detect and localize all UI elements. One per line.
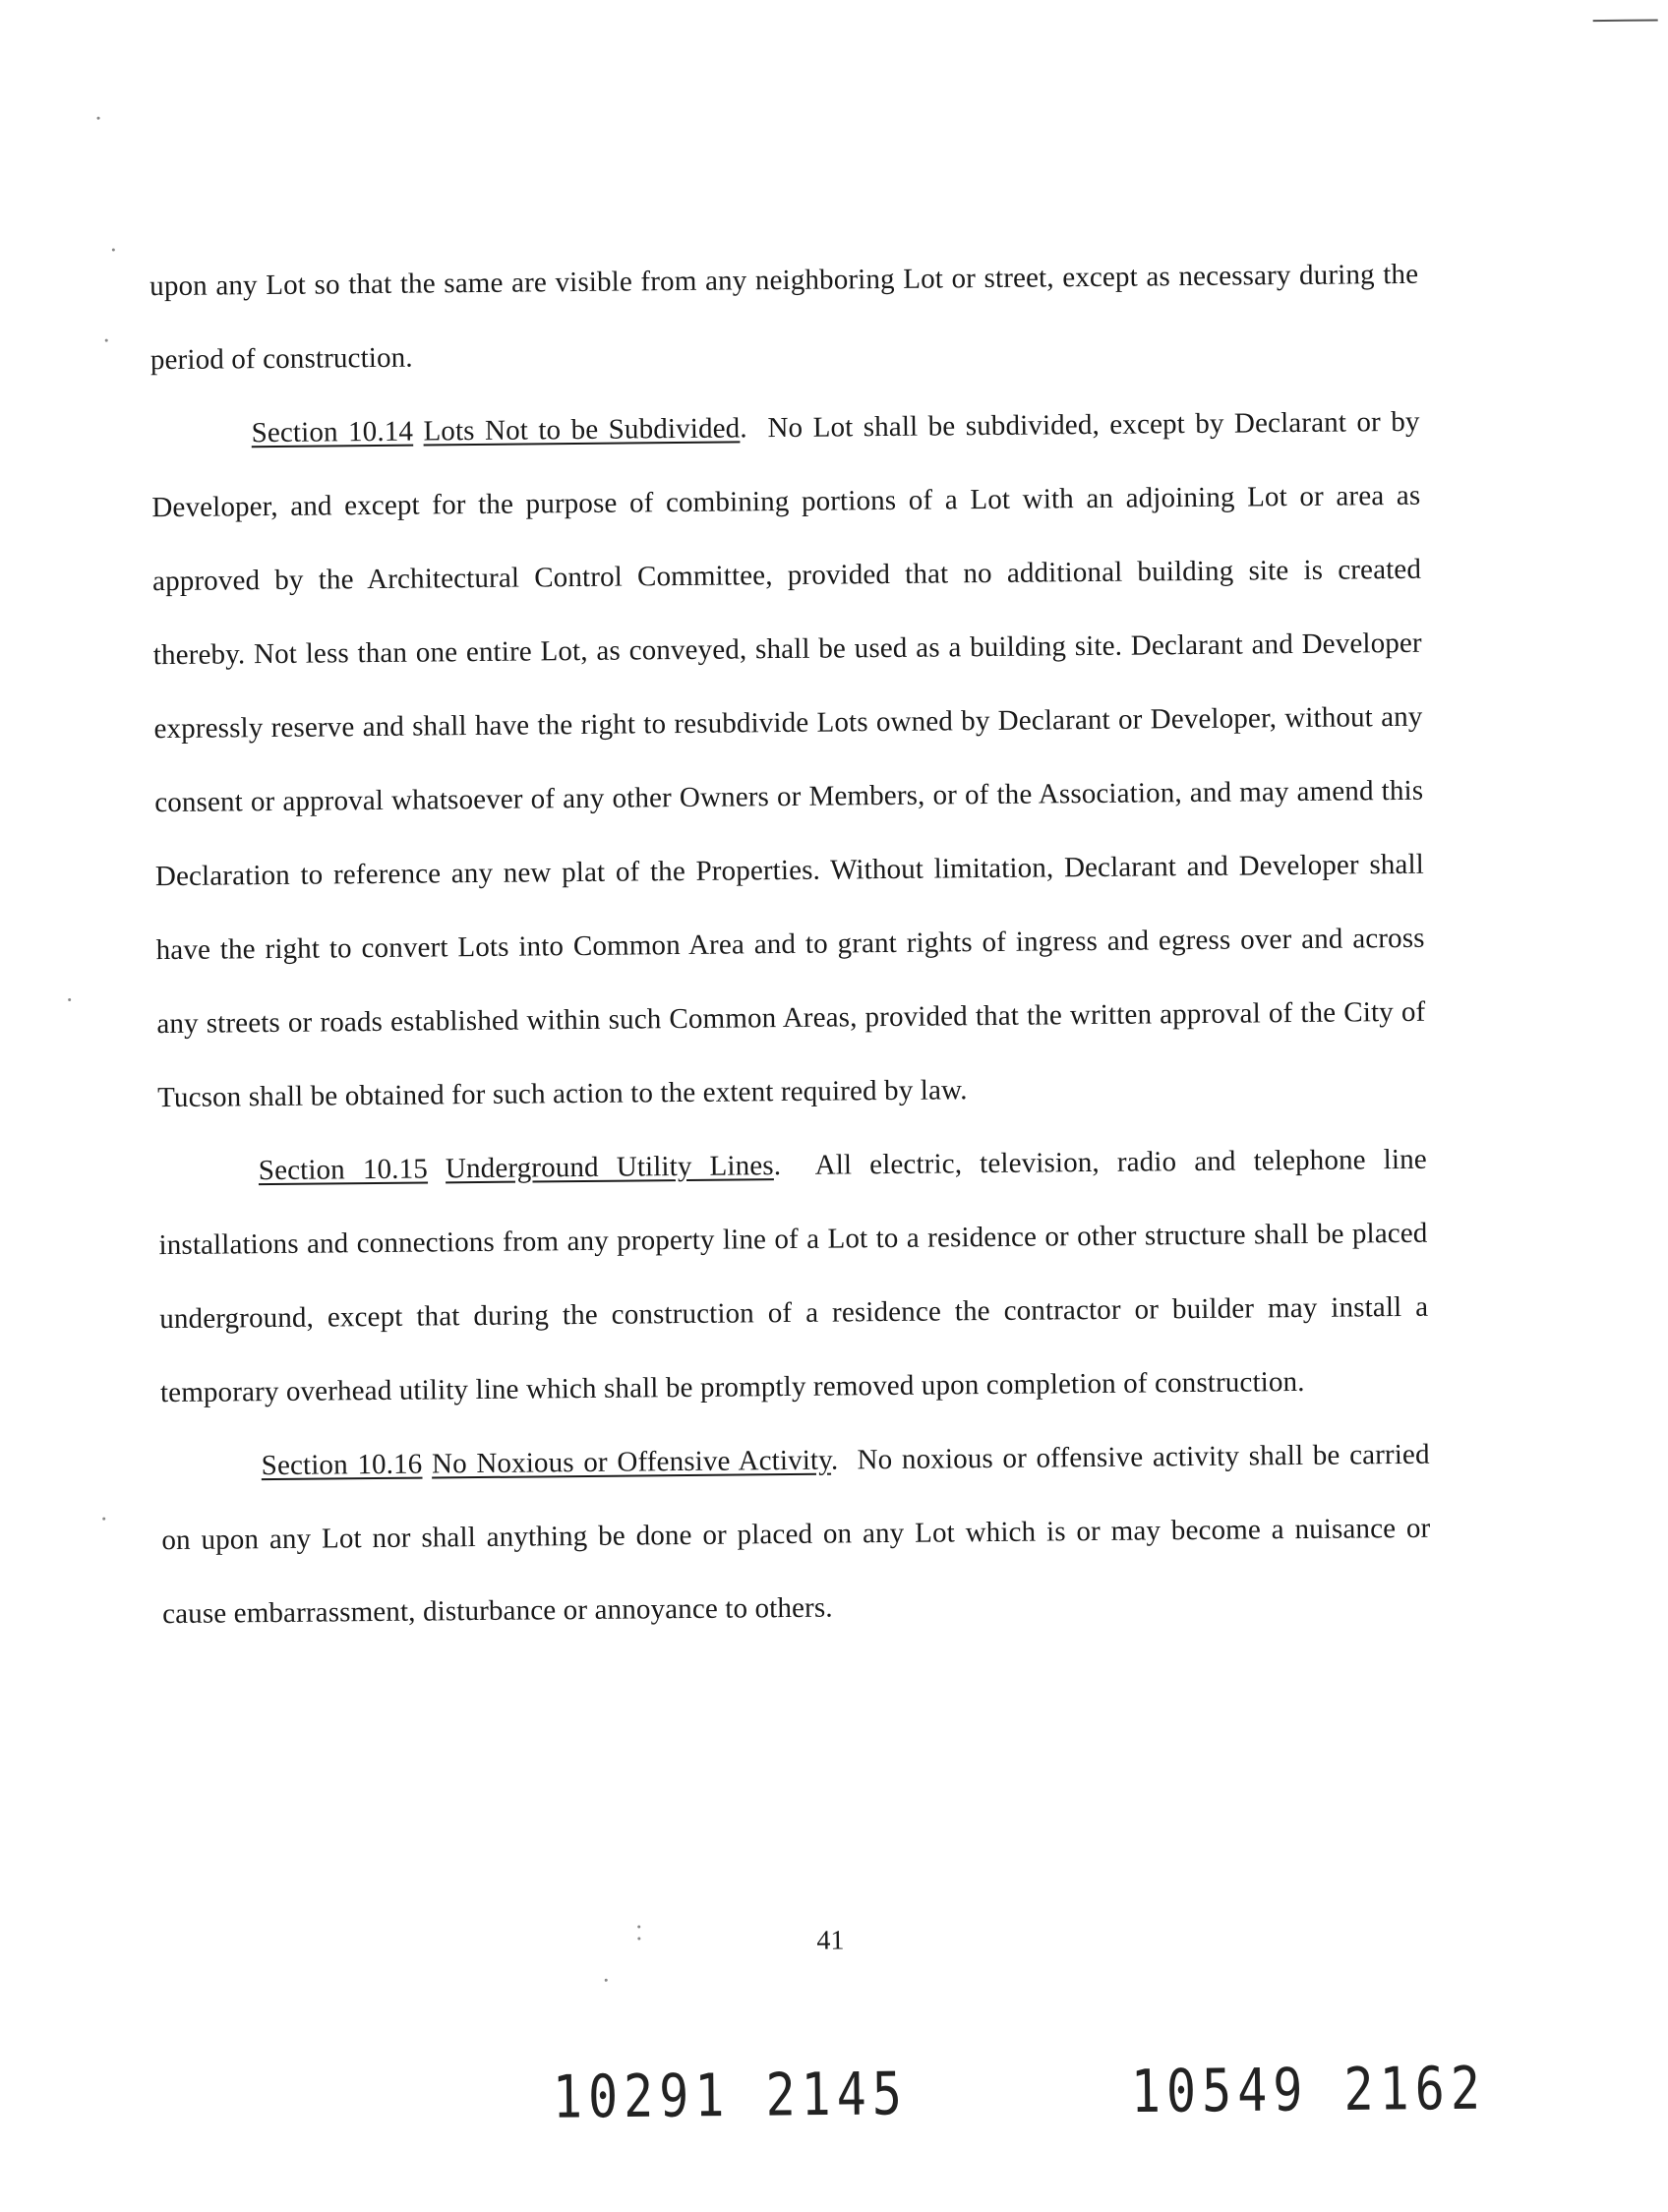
scan-speck [637, 1925, 640, 1928]
section-number: Section 10.15 [258, 1153, 429, 1187]
section-title: Lots Not to be Subdivided [423, 412, 741, 448]
title-period: . [830, 1444, 839, 1476]
section-number: Section 10.14 [251, 415, 414, 449]
section-text: No Lot shall be subdivided, except by Declarant or by Developer, and except for the purpose of combining portions of a Lot with an adjoining Lot or area as approved by the Architectural Control Committee, provided that no additional building site is created thereby. Not less than one entire Lot, as conveyed, shall be used as a building site. Declarant and Developer expressly reserve and shall have the right to resubdivide Lots owned by Declarant or Developer, without any consent or approval whatsoever of any other Owners or Members, or of the Association, and may amend this Declaration to reference any new plat of the Properties. Without limitation, Declarant and Developer shall have the right to convert Lots into Common Area and to grant rights of ingress and egress over and across any streets or roads established within such Common Areas, provided that the written approval of the City of Tucson shall be obtained for such action to the extent required by law. [151, 405, 1426, 1114]
scan-speck [605, 1979, 608, 1982]
page-number: 41 [816, 1925, 845, 1956]
recording-stamp-right: 10549 2162 [1130, 2054, 1487, 2126]
section-text: No noxious or offensive activity shall be carried on upon any Lot nor shall anything be done or placed on any Lot which is or may become a nuisance or cause embarrassment, disturbance or annoyance to others. [161, 1438, 1431, 1631]
document-body [149, 238, 1432, 1651]
section-10-14-paragraph [150, 386, 1426, 1135]
section-text: All electric, television, radio and telephone line installations and connections from any property line of a Lot to a residence or other structure shall be placed underground, except that during the construction of a residence the contractor or builder may install a temporary overhead utility line which shall be promptly removed upon completion of construction. [158, 1143, 1429, 1409]
recording-stamp-left: 10291 2145 [552, 2060, 909, 2132]
scan-speck [68, 998, 71, 1001]
scan-speck [97, 117, 100, 120]
section-title: No Noxious or Offensive Activity [431, 1444, 832, 1480]
scan-speck [637, 1937, 640, 1940]
title-period: . [773, 1150, 782, 1182]
scan-speck [102, 1518, 105, 1521]
title-period: . [740, 412, 747, 445]
section-10-16-paragraph [160, 1418, 1431, 1651]
scan-speck [105, 339, 108, 342]
top-edge-rule [1593, 19, 1658, 22]
paragraph-text: upon any Lot so that the same are visible from any neighboring Lot or street, except as necessary during the period of construction. [149, 258, 1419, 377]
section-10-15-paragraph [157, 1123, 1429, 1430]
section-number: Section 10.16 [261, 1448, 423, 1482]
scan-speck [112, 249, 115, 252]
continued-paragraph [149, 238, 1419, 397]
section-title: Underground Utility Lines [445, 1150, 774, 1185]
